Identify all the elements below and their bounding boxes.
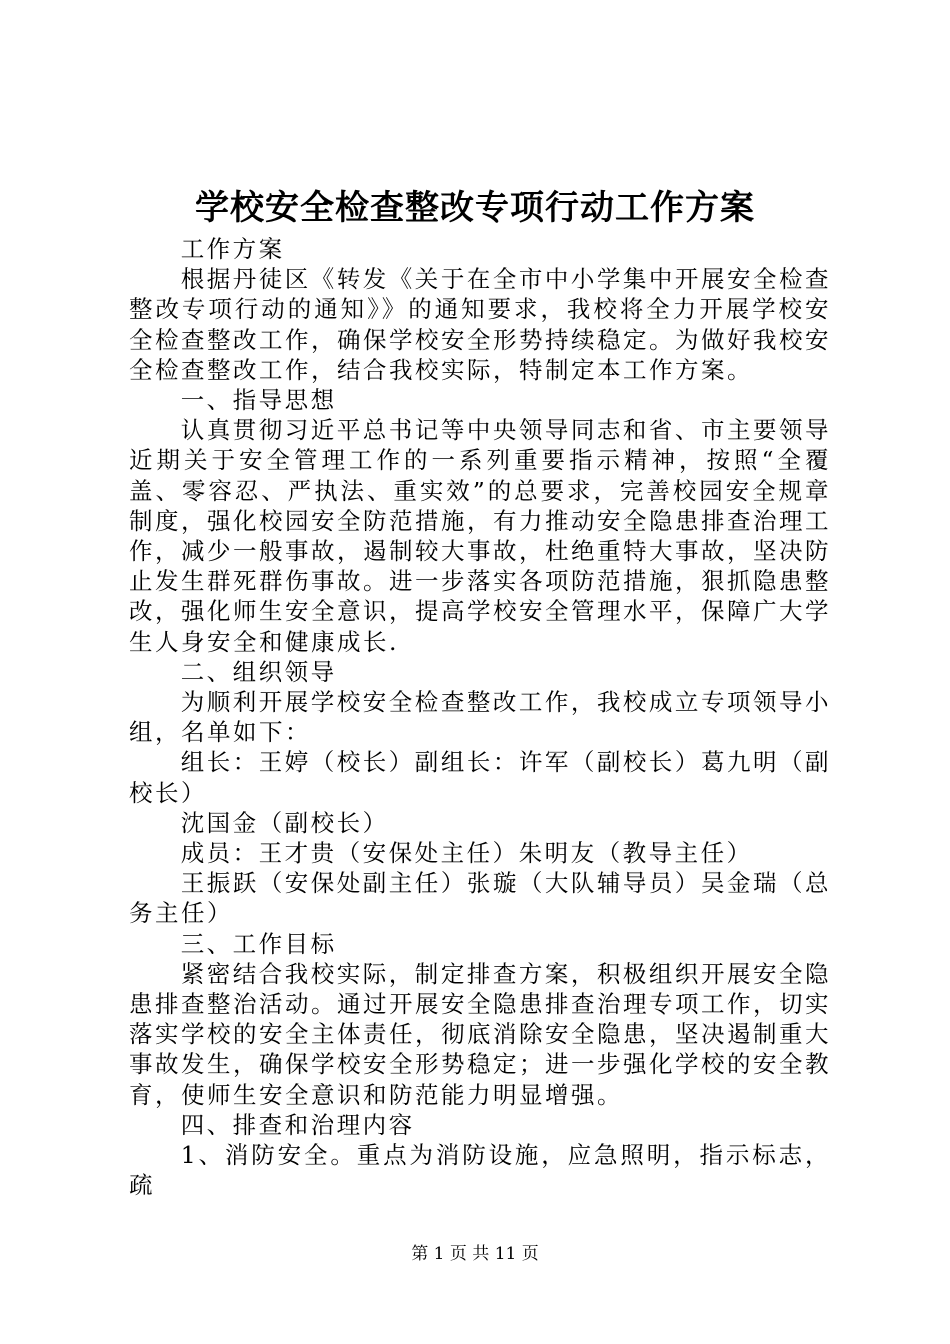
paragraph-members-cont: 王振跃（安保处副主任）张璇（大队辅导员）吴金瑞（总务主任） xyxy=(129,869,831,928)
paragraph-plan-label: 工作方案 xyxy=(180,235,285,263)
heading-organization: 二、组织领导 xyxy=(180,657,337,686)
heading-work-goals: 三、工作目标 xyxy=(180,929,337,958)
page-footer: 第 1 页 共 11 页 xyxy=(411,1244,539,1264)
paragraph-members: 成员：王才贵（安保处主任）朱明友（教导主任） xyxy=(180,839,753,868)
document-title: 学校安全检查整改专项行动工作方案 xyxy=(195,188,755,228)
paragraph-leaders-cont: 沈国金（副校长） xyxy=(180,808,389,837)
document-body xyxy=(129,234,831,1201)
paragraph-fire-safety: 1、消防安全。重点为消防设施，应急照明，指示标志，疏 xyxy=(129,1141,831,1200)
paragraph-intro: 根据丹徒区《转发《关于在全市中小学集中开展安全检查整改专项行动的通知》》的通知要求，我校将全力开展学校安全检查整改工作，确保学校安全形势持续稳定。为做好我校安全检查整改工作，结合我校实际，特制定本工作方案。 xyxy=(129,265,831,384)
heading-guiding-thought: 一、指导思想 xyxy=(180,386,337,415)
paragraph-organization: 为顺利开展学校安全检查整改工作，我校成立专项领导小组，名单如下： xyxy=(129,688,831,747)
paragraph-work-goals: 紧密结合我校实际，制定排查方案，积极组织开展安全隐患排查整治活动。通过开展安全隐患排查治理专项工作，切实落实学校的安全主体责任，彻底消除安全隐患，坚决遏制重大事故发生，确保学校安全形势稳定；进一步强化学校的安全教育，使师生安全意识和防范能力明显增强。 xyxy=(129,959,831,1109)
heading-inspection-content: 四、排查和治理内容 xyxy=(180,1110,415,1139)
paragraph-leaders: 组长：王婷（校长）副组长：许军（副校长）葛九明（副校长） xyxy=(129,748,831,807)
paragraph-guiding-thought: 认真贯彻习近平总书记等中央领导同志和省、市主要领导近期关于安全管理工作的一系列重要指示精神，按照“全覆盖、零容忍、严执法、重实效”的总要求，完善校园安全规章制度，强化校园安全防范措施，有力推动安全隐患排查治理工作，减少一般事故，遏制较大事故，杜绝重特大事故，坚决防止发生群死群伤事故。进一步落实各项防范措施，狠抓隐患整改，强化师生安全意识，提高学校安全管理水平，保障广大学生人身安全和健康成长. xyxy=(129,416,831,656)
